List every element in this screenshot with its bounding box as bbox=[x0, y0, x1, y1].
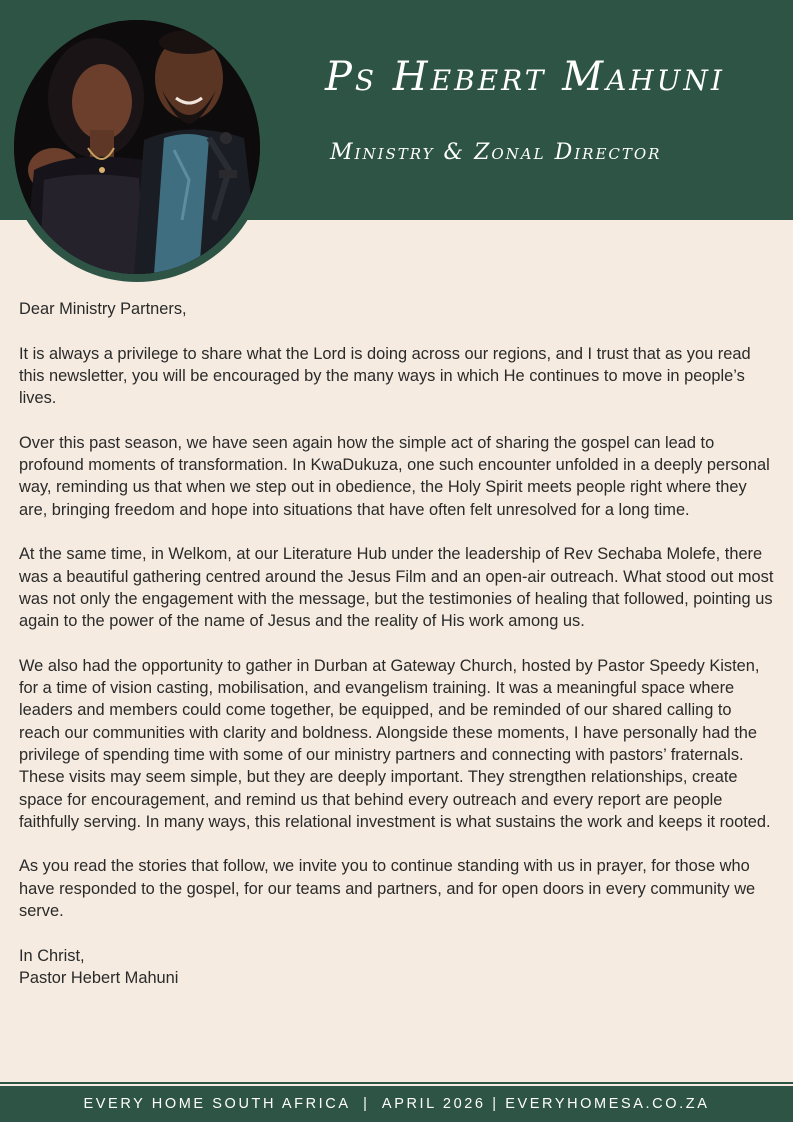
closing: In Christ, bbox=[19, 946, 85, 965]
couple-portrait-photo bbox=[14, 20, 260, 274]
photo-frame bbox=[6, 14, 268, 282]
letter-body bbox=[19, 298, 775, 989]
paragraph-4: We also had the opportunity to gather in Durban at Gateway Church, hosted by Pastor Speedy Kisten, for a time of vision casting, mobilisation, and evangelism training. It was a meaningful space where leaders and members could come together, be equipped, and be reminded of our shared calling to reach our communities with clarity and boldness. Alongside these moments, I have personally had the privilege of spending time with some of our ministry partners and connecting with pastors’ fraternals. These visits may seem simple, but they are deeply important. They strengthen relationships, create space for encouragement, and remind us that behind every outreach and every report are people faithfully serving. In many ways, this relational investment is what sustains the work and keeps it rooted. bbox=[19, 656, 771, 831]
director-name: Ps Hebert Mahuni bbox=[325, 54, 725, 100]
paragraph-2: Over this past season, we have seen again how the simple act of sharing the gospel can lead to profound moments of transformation. In KwaDukuza, one such encounter unfolded in a deeply personal way, reminding us that when we step out in obedience, the Holy Spirit meets people right where they are, bringing freedom and hope into situations that have often felt unresolved for a long time. bbox=[19, 433, 770, 519]
salutation: Dear Ministry Partners, bbox=[19, 300, 187, 318]
signature: Pastor Hebert Mahuni bbox=[19, 968, 179, 987]
paragraph-5: As you read the stories that follow, we invite you to continue standing with us in prayer, for those who have responded to the gospel, for our teams and partners, and for open doors in every community we serve. bbox=[19, 857, 756, 921]
paragraph-3: At the same time, in Welkom, at our Literature Hub under the leadership of Rev Sechaba Molefe, there was a beautiful gathering centred around the Jesus Film and an open-air outreach. What stood out most was not only the engagement with the message, but the testimonies of healing that followed, pointing us again to the power of the name of Jesus and the reality of His work among us. bbox=[19, 545, 774, 631]
director-role: Ministry & Zonal Director bbox=[330, 140, 662, 165]
footer-text: EVERY HOME SOUTH AFRICA | APRIL 2026 | EVERYHOMESA.CO.ZA bbox=[83, 1096, 710, 1112]
footer-bar bbox=[0, 1086, 793, 1122]
paragraph-1: It is always a privilege to share what the Lord is doing across our regions, and I trust that as you read this newsletter, you will be encouraged by the many ways in which He continues to move in people’s lives. bbox=[19, 344, 751, 408]
portrait-illustration bbox=[14, 20, 260, 274]
footer-divider bbox=[0, 1082, 793, 1084]
